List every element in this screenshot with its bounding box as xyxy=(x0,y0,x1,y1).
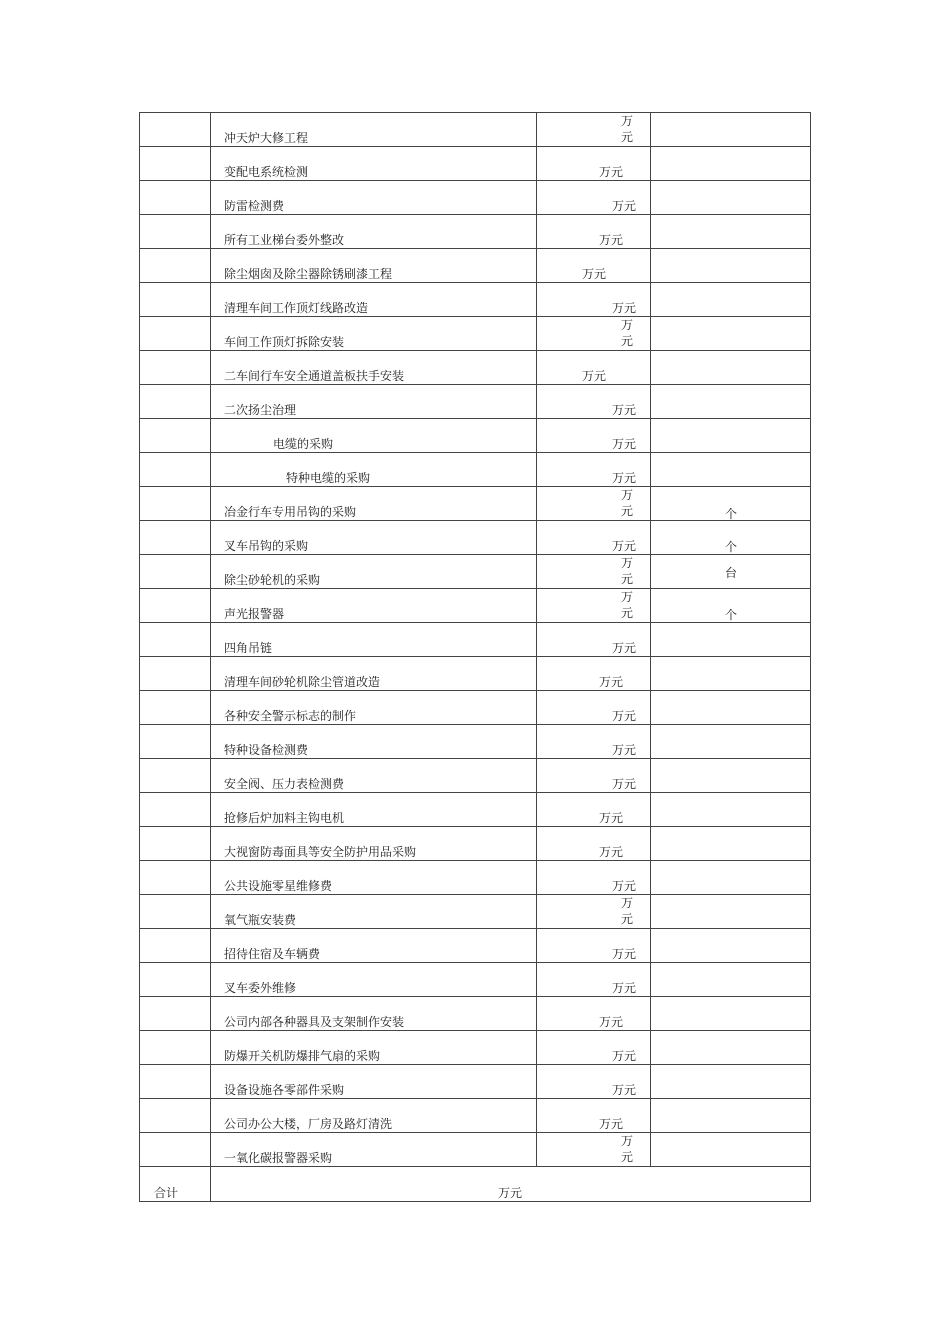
unit-label: 万元 xyxy=(620,318,633,348)
item-cell xyxy=(211,759,537,792)
quantity-cell xyxy=(651,419,811,452)
index-cell xyxy=(140,453,211,486)
item-name: 冲天炉大修工程 xyxy=(224,131,309,145)
item-name: 叉车吊钩的采购 xyxy=(224,539,309,553)
table-row xyxy=(140,521,811,555)
table-row xyxy=(140,385,811,419)
unit-label: 万元 xyxy=(582,369,607,383)
index-cell xyxy=(140,317,211,350)
quantity-cell xyxy=(651,929,811,962)
unit-label: 万元 xyxy=(599,675,624,689)
item-name: 变配电系统检测 xyxy=(224,165,309,179)
item-name: 冶金行车专用吊钩的采购 xyxy=(224,505,357,519)
unit-label: 万元 xyxy=(612,199,637,213)
index-cell xyxy=(140,1065,211,1098)
index-cell xyxy=(140,555,211,588)
unit-label: 万元 xyxy=(612,709,637,723)
quantity-cell xyxy=(651,657,811,690)
amount-cell xyxy=(537,827,651,860)
index-cell xyxy=(140,691,211,724)
quantity-cell xyxy=(651,1099,811,1132)
item-name: 公司办公大楼，厂房及路灯清洗 xyxy=(224,1117,393,1131)
quantity-cell xyxy=(651,691,811,724)
quantity-cell xyxy=(651,589,811,622)
table-row xyxy=(140,589,811,623)
unit-label: 万元 xyxy=(612,777,637,791)
item-cell xyxy=(211,521,537,554)
index-cell xyxy=(140,181,211,214)
item-cell xyxy=(211,215,537,248)
amount-cell xyxy=(537,181,651,214)
amount-cell xyxy=(537,521,651,554)
item-name: 抢修后炉加料主钩电机 xyxy=(224,811,345,825)
table-row xyxy=(140,827,811,861)
quantity-cell xyxy=(651,759,811,792)
amount-cell xyxy=(537,929,651,962)
amount-cell xyxy=(537,691,651,724)
item-cell xyxy=(211,181,537,214)
item-cell xyxy=(211,691,537,724)
amount-cell xyxy=(537,555,651,588)
index-cell xyxy=(140,963,211,996)
item-cell xyxy=(211,963,537,996)
item-name: 车间工作顶灯拆除安装 xyxy=(224,335,345,349)
unit-label: 万元 xyxy=(612,1049,637,1063)
quantity-cell xyxy=(651,249,811,282)
item-name: 大视窗防毒面具等安全防护用品采购 xyxy=(224,845,417,859)
item-cell xyxy=(211,419,537,452)
item-name: 特种设备检测费 xyxy=(224,743,309,757)
index-cell xyxy=(140,249,211,282)
quantity-unit: 个 xyxy=(725,608,738,622)
unit-label: 万元 xyxy=(620,488,633,518)
table-row xyxy=(140,895,811,929)
table-row xyxy=(140,963,811,997)
unit-label: 万元 xyxy=(620,114,633,144)
index-cell xyxy=(140,147,211,180)
table-row xyxy=(140,1133,811,1167)
table-row xyxy=(140,1099,811,1133)
quantity-cell xyxy=(651,623,811,656)
table-row xyxy=(140,1065,811,1099)
unit-label: 万元 xyxy=(612,981,637,995)
unit-label: 万元 xyxy=(582,267,607,281)
item-cell xyxy=(211,895,537,928)
unit-label: 万元 xyxy=(599,1015,624,1029)
amount-cell xyxy=(537,623,651,656)
index-cell xyxy=(140,419,211,452)
unit-label: 万元 xyxy=(599,845,624,859)
item-cell xyxy=(211,725,537,758)
table-row xyxy=(140,759,811,793)
item-name: 一氧化碳报警器采购 xyxy=(224,1151,333,1165)
item-cell xyxy=(211,453,537,486)
unit-label: 万元 xyxy=(612,947,637,961)
unit-label: 万元 xyxy=(620,1134,633,1164)
index-cell xyxy=(140,487,211,520)
quantity-cell xyxy=(651,317,811,350)
item-cell xyxy=(211,1133,537,1166)
amount-cell xyxy=(537,793,651,826)
quantity-cell xyxy=(651,1031,811,1064)
amount-cell xyxy=(537,1099,651,1132)
index-cell xyxy=(140,657,211,690)
table-row xyxy=(140,1031,811,1065)
amount-cell xyxy=(537,997,651,1030)
quantity-cell xyxy=(651,521,811,554)
item-cell xyxy=(211,113,537,146)
item-cell xyxy=(211,487,537,520)
amount-cell xyxy=(537,895,651,928)
item-cell xyxy=(211,555,537,588)
table-row xyxy=(140,793,811,827)
index-cell xyxy=(140,997,211,1030)
unit-label: 万元 xyxy=(612,539,637,553)
table-row xyxy=(140,555,811,589)
amount-cell xyxy=(537,283,651,316)
table-row xyxy=(140,113,811,147)
unit-label: 万元 xyxy=(612,403,637,417)
unit-label: 万元 xyxy=(599,165,624,179)
quantity-cell xyxy=(651,1133,811,1166)
table-row xyxy=(140,691,811,725)
quantity-cell xyxy=(651,725,811,758)
index-cell xyxy=(140,1031,211,1064)
item-cell xyxy=(211,623,537,656)
quantity-unit: 个 xyxy=(725,540,738,554)
index-cell xyxy=(140,861,211,894)
unit-label: 万元 xyxy=(612,471,637,485)
quantity-unit: 个 xyxy=(725,507,738,521)
table-row xyxy=(140,147,811,181)
amount-cell xyxy=(537,487,651,520)
amount-cell xyxy=(537,249,651,282)
item-name: 声光报警器 xyxy=(224,607,285,621)
item-name: 招待住宿及车辆费 xyxy=(224,947,321,961)
quantity-cell xyxy=(651,453,811,486)
index-cell xyxy=(140,283,211,316)
item-name: 设备设施各零部件采购 xyxy=(224,1083,345,1097)
amount-cell xyxy=(537,963,651,996)
quantity-cell xyxy=(651,963,811,996)
quantity-cell xyxy=(651,181,811,214)
amount-cell xyxy=(537,589,651,622)
item-name: 二次扬尘治理 xyxy=(224,403,297,417)
index-cell xyxy=(140,895,211,928)
index-cell xyxy=(140,521,211,554)
index-cell xyxy=(140,215,211,248)
amount-cell xyxy=(537,1133,651,1166)
unit-label: 万元 xyxy=(612,641,637,655)
item-cell xyxy=(211,147,537,180)
table-row xyxy=(140,725,811,759)
unit-label: 万元 xyxy=(620,556,633,586)
amount-cell xyxy=(537,1065,651,1098)
quantity-cell xyxy=(651,283,811,316)
total-row xyxy=(140,1167,811,1202)
table-row xyxy=(140,453,811,487)
item-cell xyxy=(211,827,537,860)
unit-label: 万元 xyxy=(612,879,637,893)
table-row xyxy=(140,249,811,283)
table-body xyxy=(140,113,811,1167)
amount-cell xyxy=(537,351,651,384)
amount-cell xyxy=(537,215,651,248)
table-row xyxy=(140,929,811,963)
total-unit: 万元 xyxy=(498,1186,523,1200)
item-cell xyxy=(211,249,537,282)
table-row xyxy=(140,351,811,385)
unit-label: 万元 xyxy=(599,1117,624,1131)
amount-cell xyxy=(537,385,651,418)
table-row xyxy=(140,283,811,317)
index-cell xyxy=(140,793,211,826)
item-name: 氧气瓶安装费 xyxy=(224,913,297,927)
item-cell xyxy=(211,793,537,826)
item-name: 所有工业梯台委外整改 xyxy=(224,233,345,247)
item-cell xyxy=(211,1099,537,1132)
index-cell xyxy=(140,113,211,146)
item-cell xyxy=(211,317,537,350)
amount-cell xyxy=(537,725,651,758)
quantity-cell xyxy=(651,861,811,894)
amount-cell xyxy=(537,1031,651,1064)
quantity-cell xyxy=(651,351,811,384)
item-name: 特种电缆的采购 xyxy=(286,471,371,485)
item-cell xyxy=(211,1065,537,1098)
quantity-cell xyxy=(651,555,811,588)
item-name: 叉车委外维修 xyxy=(224,981,297,995)
amount-cell xyxy=(537,113,651,146)
total-label-cell xyxy=(140,1167,211,1201)
index-cell xyxy=(140,623,211,656)
amount-cell xyxy=(537,419,651,452)
table-row xyxy=(140,317,811,351)
quantity-cell xyxy=(651,827,811,860)
item-cell xyxy=(211,929,537,962)
table-row xyxy=(140,861,811,895)
index-cell xyxy=(140,1099,211,1132)
item-name: 安全阀、压力表检测费 xyxy=(224,777,345,791)
table-row xyxy=(140,623,811,657)
item-name: 防雷检测费 xyxy=(224,199,285,213)
amount-cell xyxy=(537,147,651,180)
item-cell xyxy=(211,283,537,316)
item-name: 各种安全警示标志的制作 xyxy=(224,709,357,723)
index-cell xyxy=(140,1133,211,1166)
index-cell xyxy=(140,725,211,758)
quantity-cell xyxy=(651,895,811,928)
amount-cell xyxy=(537,861,651,894)
index-cell xyxy=(140,929,211,962)
unit-label: 万元 xyxy=(612,1083,637,1097)
item-cell xyxy=(211,385,537,418)
item-cell xyxy=(211,1031,537,1064)
quantity-cell xyxy=(651,147,811,180)
quantity-cell xyxy=(651,793,811,826)
unit-label: 万元 xyxy=(612,743,637,757)
table-row xyxy=(140,419,811,453)
index-cell xyxy=(140,827,211,860)
amount-cell xyxy=(537,317,651,350)
index-cell xyxy=(140,385,211,418)
item-cell xyxy=(211,351,537,384)
total-value-cell xyxy=(211,1167,811,1201)
item-name: 防爆开关机防爆排气扇的采购 xyxy=(224,1049,381,1063)
unit-label: 万元 xyxy=(612,437,637,451)
item-name: 四角吊链 xyxy=(224,641,273,655)
item-name: 清理车间砂轮机除尘管道改造 xyxy=(224,675,381,689)
item-cell xyxy=(211,997,537,1030)
table-row xyxy=(140,997,811,1031)
item-name: 公共设施零星维修费 xyxy=(224,879,333,893)
table-row xyxy=(140,657,811,691)
item-cell xyxy=(211,657,537,690)
unit-label: 万元 xyxy=(612,301,637,315)
quantity-cell xyxy=(651,385,811,418)
item-cell xyxy=(211,589,537,622)
table-row xyxy=(140,215,811,249)
index-cell xyxy=(140,351,211,384)
unit-label: 万元 xyxy=(599,811,624,825)
unit-label: 万元 xyxy=(599,233,624,247)
total-label: 合计 xyxy=(154,1186,179,1200)
item-cell xyxy=(211,861,537,894)
quantity-cell xyxy=(651,487,811,520)
index-cell xyxy=(140,759,211,792)
quantity-cell xyxy=(651,113,811,146)
unit-label: 万元 xyxy=(620,896,633,926)
amount-cell xyxy=(537,759,651,792)
amount-cell xyxy=(537,453,651,486)
item-name: 公司内部各种器具及支架制作安装 xyxy=(224,1015,405,1029)
item-name: 二车间行车安全通道盖板扶手安装 xyxy=(224,369,405,383)
item-name: 除尘砂轮机的采购 xyxy=(224,573,321,587)
quantity-cell xyxy=(651,1065,811,1098)
index-cell xyxy=(140,589,211,622)
quantity-cell xyxy=(651,215,811,248)
item-name: 电缆的采购 xyxy=(273,437,334,451)
unit-label: 万元 xyxy=(620,590,633,620)
item-name: 除尘烟囱及除尘器除锈刷漆工程 xyxy=(224,267,393,281)
quantity-cell xyxy=(651,997,811,1030)
table-row xyxy=(140,181,811,215)
item-name: 清理车间工作顶灯线路改造 xyxy=(224,301,369,315)
amount-cell xyxy=(537,657,651,690)
budget-table xyxy=(139,112,811,1202)
table-row xyxy=(140,487,811,521)
quantity-unit: 台 xyxy=(725,566,738,580)
